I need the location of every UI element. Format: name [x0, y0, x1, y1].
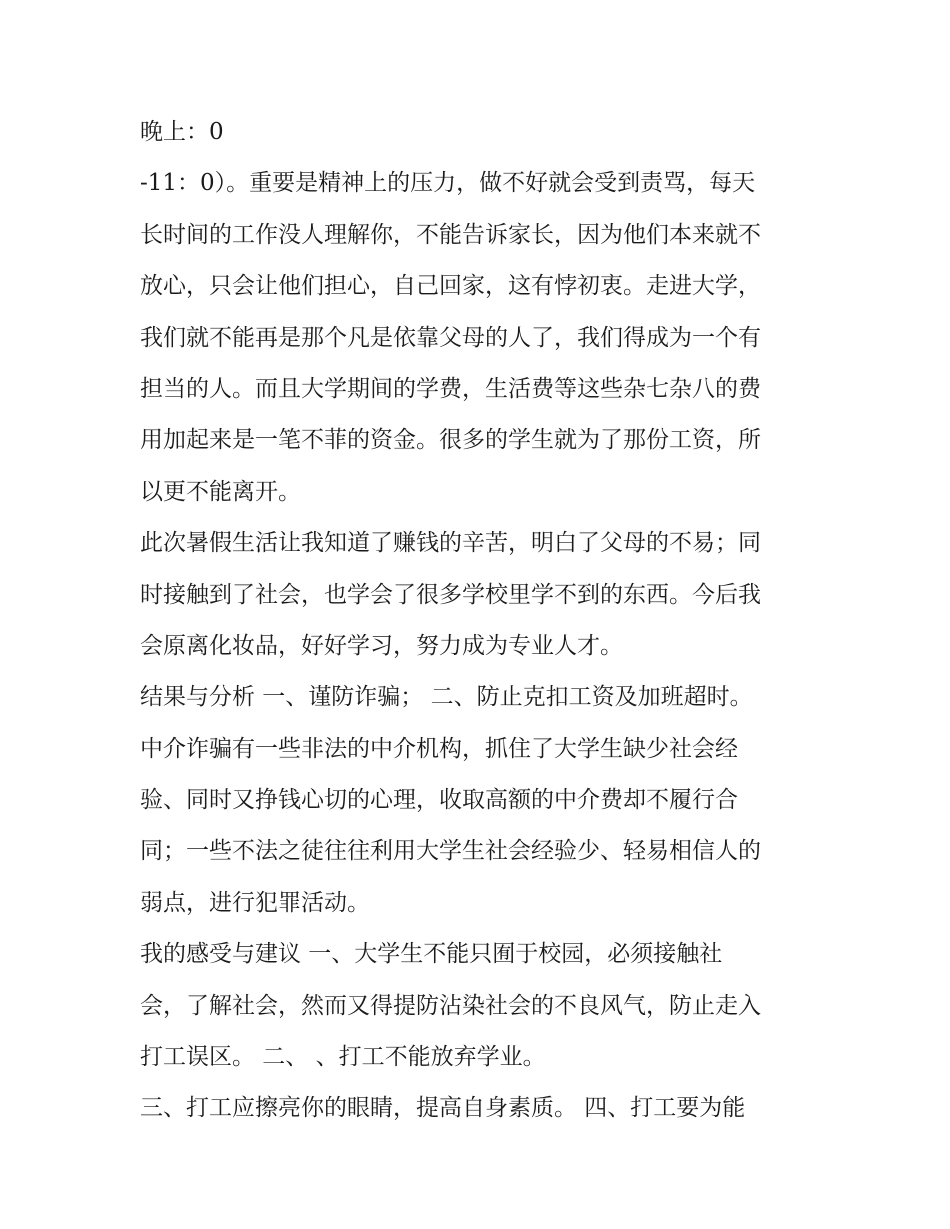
text-line: 用加起来是一笔不菲的资金。很多的学生就为了那份工资，所	[140, 427, 761, 454]
text-line: 晚上：0	[140, 119, 224, 145]
text-line: 弱点，进行犯罪活动。	[140, 889, 370, 916]
text-line: 以更不能离开。	[140, 478, 301, 505]
text-line: 打工误区。 二、 、打工不能放弃学业。	[140, 1044, 546, 1071]
text-line: 结果与分析 一、谨防诈骗； 二、防止克扣工资及加班超时。	[140, 684, 753, 711]
text-line: 会原离化妆品，好好学习，努力成为专业人才。	[140, 632, 623, 659]
text-line: 验、同时又挣钱心切的心理，收取高额的中介费却不履行合	[140, 787, 738, 814]
text-line: 长时间的工作没人理解你，不能告诉家长，因为他们本来就不	[140, 221, 761, 248]
body-text	[140, 107, 830, 1135]
text-line: 三、打工应擦亮你的眼睛，提高自身素质。 四、打工要为能	[140, 1095, 746, 1122]
text-line: 我的感受与建议 一、大学生不能只囿于校园，必须接触社	[140, 941, 723, 968]
text-line: 时接触到了社会，也学会了很多学校里学不到的东西。今后我	[140, 581, 761, 608]
text-line: -11：0）。重要是精神上的压力，做不好就会受到责骂，每天	[140, 170, 756, 197]
text-line: 担当的人。而且大学期间的学费，生活费等这些杂七杂八的费	[140, 375, 761, 402]
text-line: 我们就不能再是那个凡是依靠父母的人了，我们得成为一个有	[140, 324, 761, 351]
text-line: 同；一些不法之徒往往利用大学生社会经验少、轻易相信人的	[140, 838, 761, 865]
text-line: 会，了解社会，然而又得提防沾染社会的不良风气，防止走入	[140, 992, 761, 1019]
text-line: 中介诈骗有一些非法的中介机构，抓住了大学生缺少社会经	[140, 735, 738, 762]
text-line: 此次暑假生活让我知道了赚钱的辛苦，明白了父母的不易；同	[140, 530, 761, 557]
text-line: 放心，只会让他们担心，自己回家，这有悖初衷。走进大学，	[140, 273, 761, 300]
